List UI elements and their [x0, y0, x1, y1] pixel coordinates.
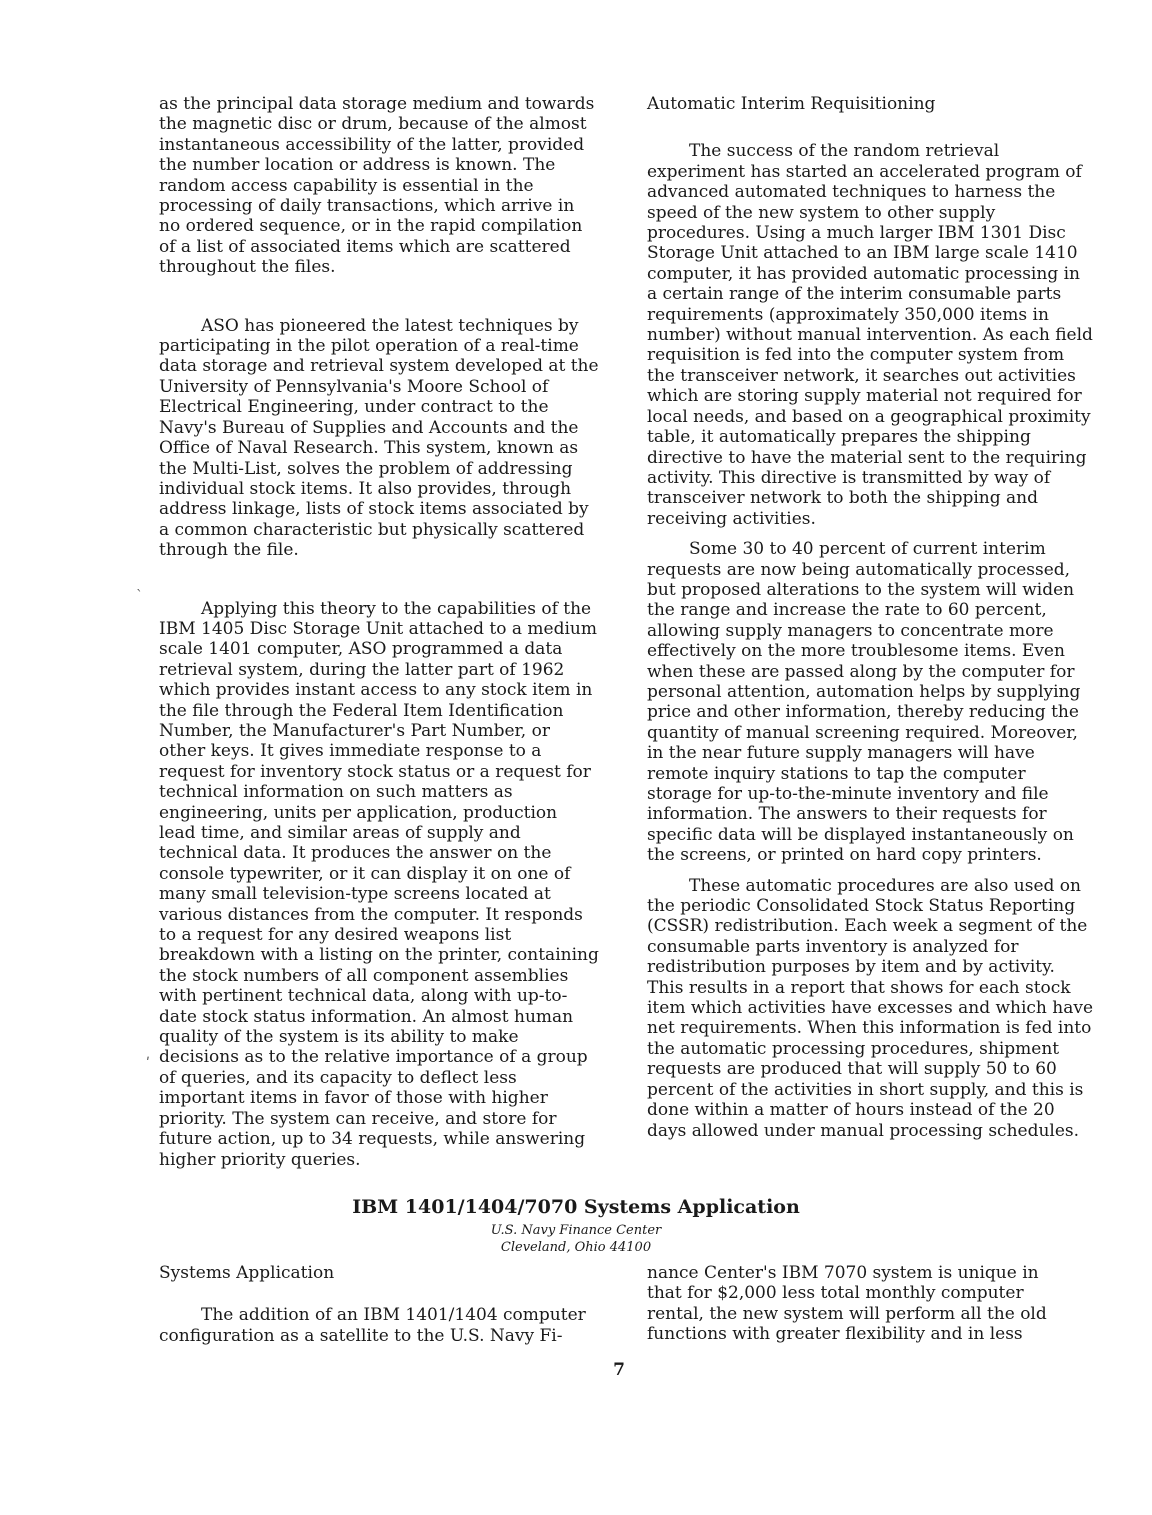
- margin-tick-mark: ʹ: [146, 1056, 150, 1072]
- left-paragraph-3: Applying this theory to the capabilities of the IBM 1405 Disc Storage Unit attached to a medium scale 1401 computer, ASO programmed a data retrieval system, during the latter part of 1962 which provides instant access to any stock item in the file through the Federal Item Identification Number, the Manufacturer's Part Number, or other keys. It gives immediate response to a request for inventory stock status or a request for technical information on such matters as engineering, units per application, production lead time, and similar areas of supply and technical data. It produces the answer on the console typewriter, or it can display it on one of many small television-type screens located at various distances from the computer. It responds to a request for any desired weapons list breakdown with a listing on the printer, containing the stock numbers of all component assemblies with pertinent technical data, along with up-to-date stock status information. An almost human quality of the system is its ability to make decisions as to the relative importance of a group of queries, and its capacity to deflect less important items in favor of those with higher priority. The system can receive, and store for future action, up to 34 requests, while answering higher priority queries.: [159, 598, 599, 1170]
- left-paragraph-1: as the principal data storage medium and towards the magnetic disc or drum, because of the almost instantaneous accessibility of the latter, provided the number location or address is known. The random access capability is essential in the processing of daily transactions, which arrive in no ordered sequence, or in the rapid compilation of a list of associated items which are scattered throughout the files.: [159, 94, 595, 278]
- right-paragraph-2: Some 30 to 40 percent of current interim requests are now being automatically processed, but proposed alterations to the system will widen the range and increase the rate to 60 percent, allowing supply managers to concentrate more effectively on the more troublesome items. Even when these are passed along by the computer for personal attention, automation helps by supplying price and other information, thereby reducing the quantity of manual screening required. Moreover, in the near future supply managers will have remote inquiry stations to tap the computer storage for up-to-the-minute inventory and file information. The answers to their requests for specific data will be displayed instantaneously on the screens, or printed on hard copy printers.: [647, 539, 1081, 866]
- section-title: IBM 1401/1404/7070 Systems Application: [352, 1196, 800, 1218]
- left-paragraph-2: ASO has pioneered the latest techniques by participating in the pilot operation of a real-time data storage and retrieval system developed at the University of Pennsylvania's Moore School of Electrical Engineering, under contract to the Navy's Bureau of Supplies and Accounts and the Office of Naval Research. This system, known as the Multi-List, solves the problem of addressing individual stock items. It also provides, through address linkage, lists of stock items associated by a common characteristic but physically scattered through the file.: [159, 315, 599, 561]
- page-number: 7: [613, 1360, 625, 1380]
- scan-speck: ˋ: [136, 588, 143, 604]
- lower-right-paragraph: nance Center's IBM 7070 system is unique in that for $2,000 less total monthly computer rental, the new system will perform all the old functions with greater flexibility and in less: [647, 1263, 1047, 1345]
- right-column-heading: Automatic Interim Requisitioning: [647, 94, 936, 114]
- left-column: [159, 94, 599, 1170]
- section-location: Cleveland, Ohio 44100: [500, 1240, 652, 1255]
- lower-left-heading: Systems Application: [159, 1263, 335, 1283]
- right-paragraph-1: The success of the random retrieval experiment has started an accelerated program of advanced automated techniques to harness the speed of the new system to other supply procedures. Using a much larger IBM 1301 Disc Storage Unit attached to an IBM large scale 1410 computer, it has provided automatic processing in a certain range of the interim consumable parts requirements (approximately 350,000 items in number) without manual intervention. As each field requisition is fed into the computer system from the transceiver network, it searches out activities which are storing supply material not required for local needs, and based on a geographical proximity table, it automatically prepares the shipping directive to have the material sent to the requiring activity. This directive is transmitted by way of transceiver network to both the shipping and receiving activities.: [647, 141, 1093, 529]
- right-paragraph-3: These automatic procedures are also used on the periodic Consolidated Stock Status Reporting (CSSR) redistribution. Each week a segment of the consumable parts inventory is analyzed for redistribution purposes by item and by activity. This results in a report that shows for each stock item which activities have excesses and which have net requirements. When this information is fed into the automatic processing procedures, shipment requests are produced that will supply 50 to 60 percent of the activities in short supply, and this is done within a matter of hours instead of the 20 days allowed under manual processing schedules.: [647, 875, 1094, 1141]
- right-column: [647, 94, 1095, 1141]
- section-byline: [0, 1222, 1152, 1256]
- lower-left-paragraph: The addition of an IBM 1401/1404 computer configuration as a satellite to the U.S. Navy Fi-: [159, 1305, 586, 1346]
- lower-left-column: [159, 1263, 599, 1346]
- lower-right-column: [647, 1263, 1062, 1345]
- section-org: U.S. Navy Finance Center: [490, 1223, 662, 1238]
